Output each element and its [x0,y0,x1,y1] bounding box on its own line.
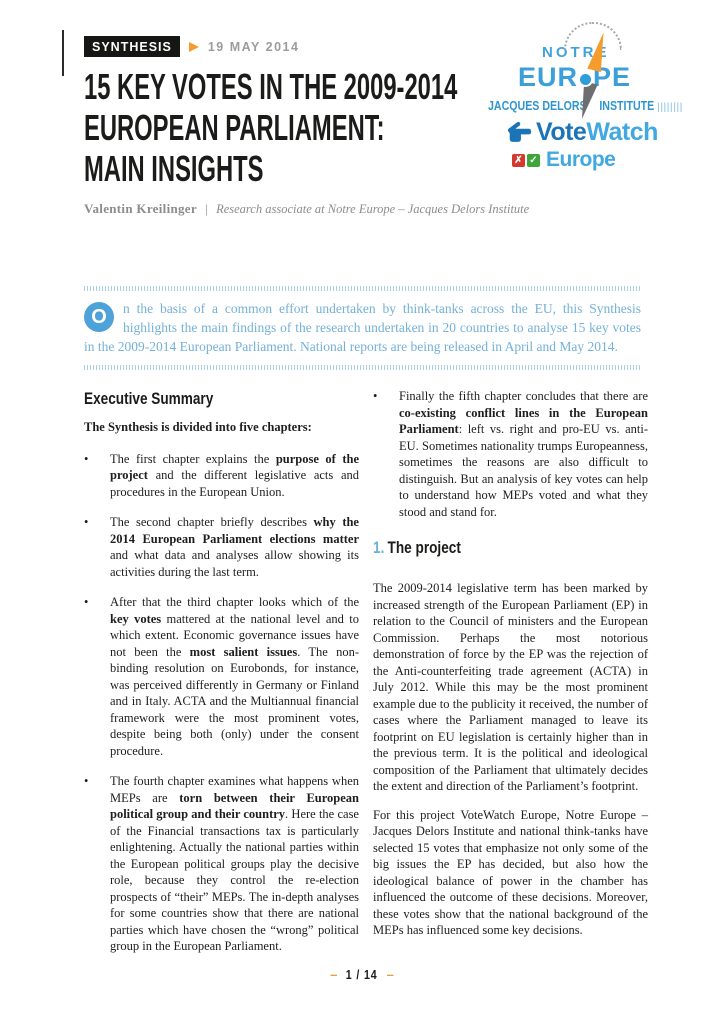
votewatch-europe-line [512,148,666,172]
voting-hand-icon [506,121,534,144]
bullet-item-2 [84,514,359,580]
right-arrow-icon [189,42,199,52]
compass-center-dot-icon [580,74,591,85]
bullet-dot-icon: • [373,389,378,403]
footer-dash-left: – [330,967,338,982]
right-column [373,388,648,955]
votewatch-europe-logo [506,118,666,172]
executive-summary-heading: Executive Summary [84,389,214,408]
author-separator: | [205,201,208,216]
bullet-text-3: After that the third chapter looks which of the key votes mattered at the national level and to which extent. Economic governance issues have not been the most salient issues. The non-binding resolution on Eurobonds, for instance, was perceived differently in Germany or Finland and in Italy. ACTA and the Multiannual financial framework were the most prominent votes, despite being both (only) under the consent procedure. [110,595,359,758]
bullet-text-4: The fourth chapter examines what happens when MEPs are torn between their European political group and their country. Here the case of the Financial transactions tax is particularly enlightening. Actually the national parties within the European political groups play the decisive role, because they control the re-election prospects of “their” MEPs. The in-depth analyses for some countries show that there are national parties which have chosen the “wrong” political group in the European Parliament. [110,774,360,953]
abstract-text: n the basis of a common effort undertaken by think-tanks across the EU, this Synthesis highlights the main findings of the research undertaken in 20 countries to analyse 15 key votes in the 2009-2014 European Parliament. National reports are being released in April and May 2014. [84,301,641,354]
executive-bullet-list [84,451,359,955]
watch-word: Watch [586,118,658,146]
author-role: Research associate at Notre Europe – Jacques Delors Institute [216,202,530,216]
title-line-1: 15 KEY VOTES IN THE 2009-2014 [84,66,458,107]
tick-divider-top [84,286,641,291]
check-ballot-icon: ✓ [527,154,540,167]
votewatch-europe-word: Europe [546,148,616,171]
chapters-lead-sentence: The Synthesis is divided into five chapters: [84,420,312,434]
page-edge-mark [62,30,64,76]
notre-europe-logo [488,44,684,115]
executive-bullet-list-continued [373,388,648,520]
body-columns [84,388,648,955]
publication-date: 19 MAY 2014 [207,39,300,54]
tick-divider-bottom [84,365,641,370]
title-line-2: EUROPEAN PARLIAMENT: [84,107,385,148]
abstract-block [84,286,641,370]
section-number: 1. [373,538,385,557]
bullet-text-2: The second chapter briefly describes why the 2014 European Parliament elections matter and what data and analyses allow showing its activities during the last term. [110,515,359,579]
europe-word-right: PE [593,62,632,92]
bullet-dot-icon: • [84,774,89,788]
bullet-item-3 [84,594,359,759]
section-1-heading [373,537,648,568]
author-line [84,201,529,217]
bullet-dot-icon: • [84,451,89,466]
bullet-item-5 [373,388,648,520]
header [84,36,299,57]
bullet-item-4 [84,773,359,955]
page-number: 1 / 14 [346,967,378,982]
jacques-delors-label: JACQUES DELORS [488,99,587,113]
bullet-text-5: Finally the fifth chapter concludes that there are co-existing conflict lines in the European Parliament: left vs. right and pro-EU vs. anti-EU. Sometimes nationality trumps Europeanness, sometimes the reasons are also difficult to distinguish. But an analysis of key votes can help to understand how MEPs voted and what they stood and stand for. [399,389,648,519]
project-paragraph-2: For this project VoteWatch Europe, Notre Europe – Jacques Delors Institute and national think-tanks have selected 15 votes that emphasize not only some of the big issues the EP has decided, but also how the ideological balance of power in the chamber has influenced the outcome of these decisions. Moreover, these votes show that the national background of the MEPs has influenced some key decisions. [373,807,648,937]
title-line-3: MAIN INSIGHTS [84,148,264,189]
bullet-dot-icon: • [84,515,89,529]
synthesis-badge: SYNTHESIS [84,36,180,57]
notre-europe-wordmark-top: NOTRE [542,44,610,61]
institute-tick-marks: |||||||| [657,102,684,113]
bullet-item-1 [84,451,359,501]
footer-dash-right: – [386,967,394,982]
bullet-text-1: The first chapter explains the purpose of the project and the different legislative acts and procedures in the European Union. [110,451,359,499]
section-title: The project [387,538,461,557]
vote-word: Vote [536,118,587,146]
cross-ballot-icon: ✗ [512,154,525,167]
left-column [84,388,359,955]
dropcap-o: O [84,302,114,332]
author-name: Valentin Kreilinger [84,201,197,216]
project-paragraph-1: The 2009-2014 legislative term has been marked by increased strength of the European Parliament (EP) in relation to the Council of ministers and the European Commission. Perhaps the most notorious demonstration of force by the EP was the rejection of the Anti-counterfeiting trade agreement (ACTA) in July 2012. While this may be the most prominent example due to the publicity it received, the number of cases where the Parliament managed to leave its footprint on EU legislation is certainly higher than in the previous term. It is the political and ideological composition of the Parliament that ultimately decides the extent and direction of the Parliament’s footprint. [373,581,648,793]
institute-label: INSTITUTE [599,99,655,113]
europe-word-left: EUR [518,62,579,92]
abstract-paragraph [84,299,641,356]
page-footer [0,967,724,982]
bullet-dot-icon: • [84,595,89,609]
